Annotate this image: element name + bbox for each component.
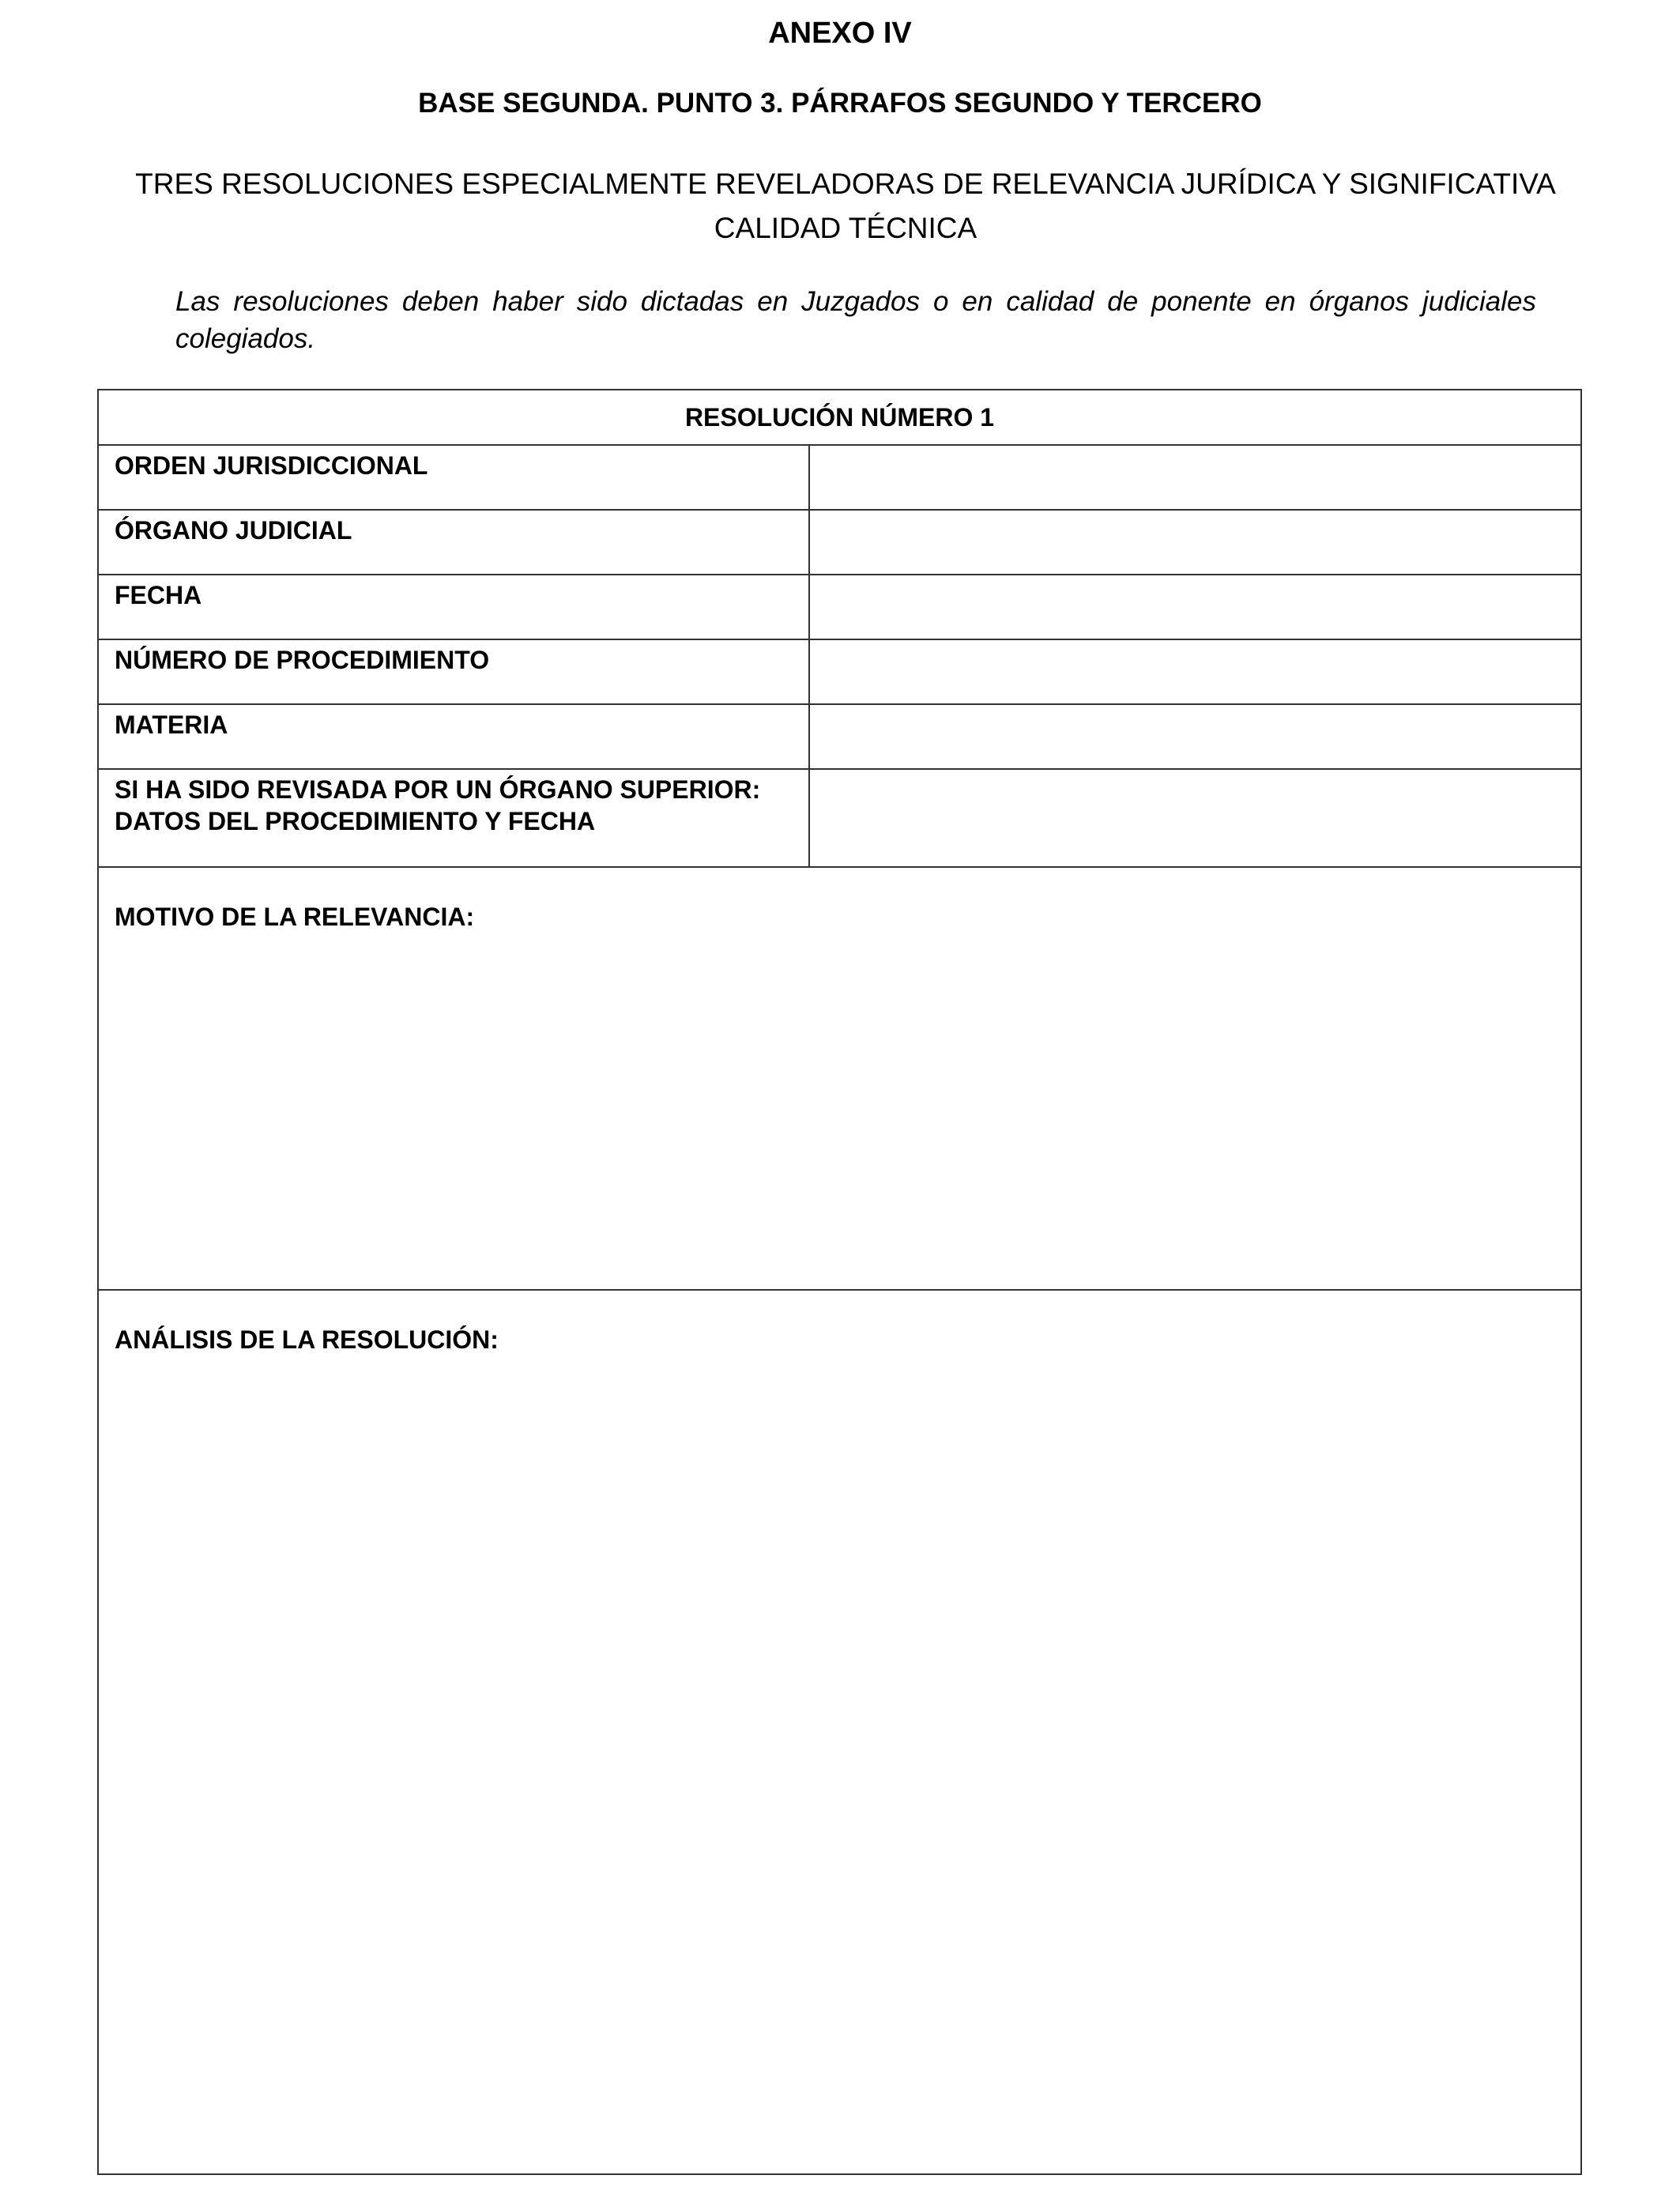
field-value-revision-organo-superior[interactable] xyxy=(809,769,1581,867)
analisis-section xyxy=(98,1290,1581,2174)
field-label: ÓRGANO JUDICIAL xyxy=(115,516,352,545)
field-value-fecha[interactable] xyxy=(809,575,1581,639)
field-value-numero-procedimiento[interactable] xyxy=(809,639,1581,704)
field-value-orden-jurisdiccional[interactable] xyxy=(809,445,1581,510)
field-label: ORDEN JURISDICCIONAL xyxy=(115,451,428,480)
annex-title: ANEXO IV xyxy=(768,17,912,50)
analisis-label: ANÁLISIS DE LA RESOLUCIÓN: xyxy=(115,1325,499,1354)
field-label: MATERIA xyxy=(115,711,228,739)
field-row-organo-judicial xyxy=(98,510,1581,575)
field-value-organo-judicial[interactable] xyxy=(809,510,1581,575)
field-label: FECHA xyxy=(115,581,202,609)
field-row-numero-procedimiento xyxy=(98,639,1581,704)
resolution-form-table xyxy=(97,389,1582,2175)
analisis-area[interactable] xyxy=(98,1290,1581,2174)
subtitle: TRES RESOLUCIONES ESPECIALMENTE REVELADORAS DE RELEVANCIA JURÍDICA Y SIGNIFICATIVA CALIDAD TÉCNICA xyxy=(135,168,1556,244)
base-title: BASE SEGUNDA. PUNTO 3. PÁRRAFOS SEGUNDO Y TERCERO xyxy=(418,88,1262,119)
field-row-materia xyxy=(98,704,1581,769)
field-row-fecha xyxy=(98,575,1581,639)
motivo-section xyxy=(98,867,1581,1290)
form-header: RESOLUCIÓN NÚMERO 1 xyxy=(98,390,1581,445)
field-row-revision-organo-superior xyxy=(98,769,1581,867)
field-value-materia[interactable] xyxy=(809,704,1581,769)
instructions-note: Las resoluciones deben haber sido dictadas en Juzgados o en calidad de ponente en órganos judiciales colegiados. xyxy=(175,286,1536,354)
field-row-orden-jurisdiccional xyxy=(98,445,1581,510)
field-label: SI HA SIDO REVISADA POR UN ÓRGANO SUPERIOR: DATOS DEL PROCEDIMIENTO Y FECHA xyxy=(115,775,761,835)
motivo-label: MOTIVO DE LA RELEVANCIA: xyxy=(115,903,475,931)
motivo-area[interactable] xyxy=(98,867,1581,1290)
field-label: NÚMERO DE PROCEDIMIENTO xyxy=(115,646,490,674)
